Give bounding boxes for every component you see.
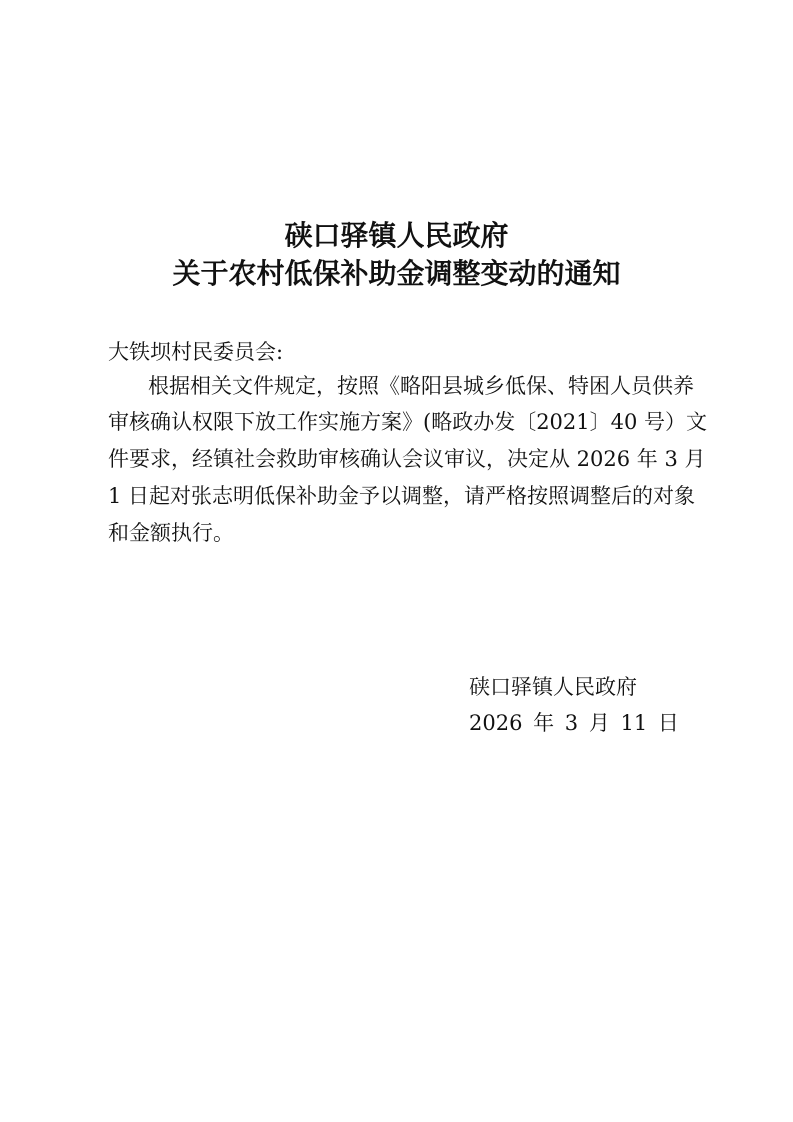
document-title-line-2: 关于农村低保补助金调整变动的通知 <box>172 257 621 290</box>
body-paragraph-line: 1 日起对张志明低保补助金予以调整，请严格按照调整后的对象 <box>108 484 696 508</box>
body-paragraph-line: 根据相关文件规定，按照《略阳县城乡低保、特困人员供养 <box>148 374 694 398</box>
body-paragraph-line: 审核确认权限下放工作实施方案》(略政办发〔2021〕40 号）文 <box>108 410 708 434</box>
signature-date: 2026 年 3 月 11 日 <box>469 711 679 735</box>
signature-organization: 硖口驿镇人民政府 <box>469 675 637 699</box>
body-paragraph-line: 件要求，经镇社会救助审核确认会议审议，决定从 2026 年 3 月 <box>108 447 706 471</box>
salutation: 大铁坝村民委员会: <box>108 340 284 364</box>
document-title-line-1: 硖口驿镇人民政府 <box>284 219 509 252</box>
body-paragraph-line: 和金额执行。 <box>108 521 234 545</box>
